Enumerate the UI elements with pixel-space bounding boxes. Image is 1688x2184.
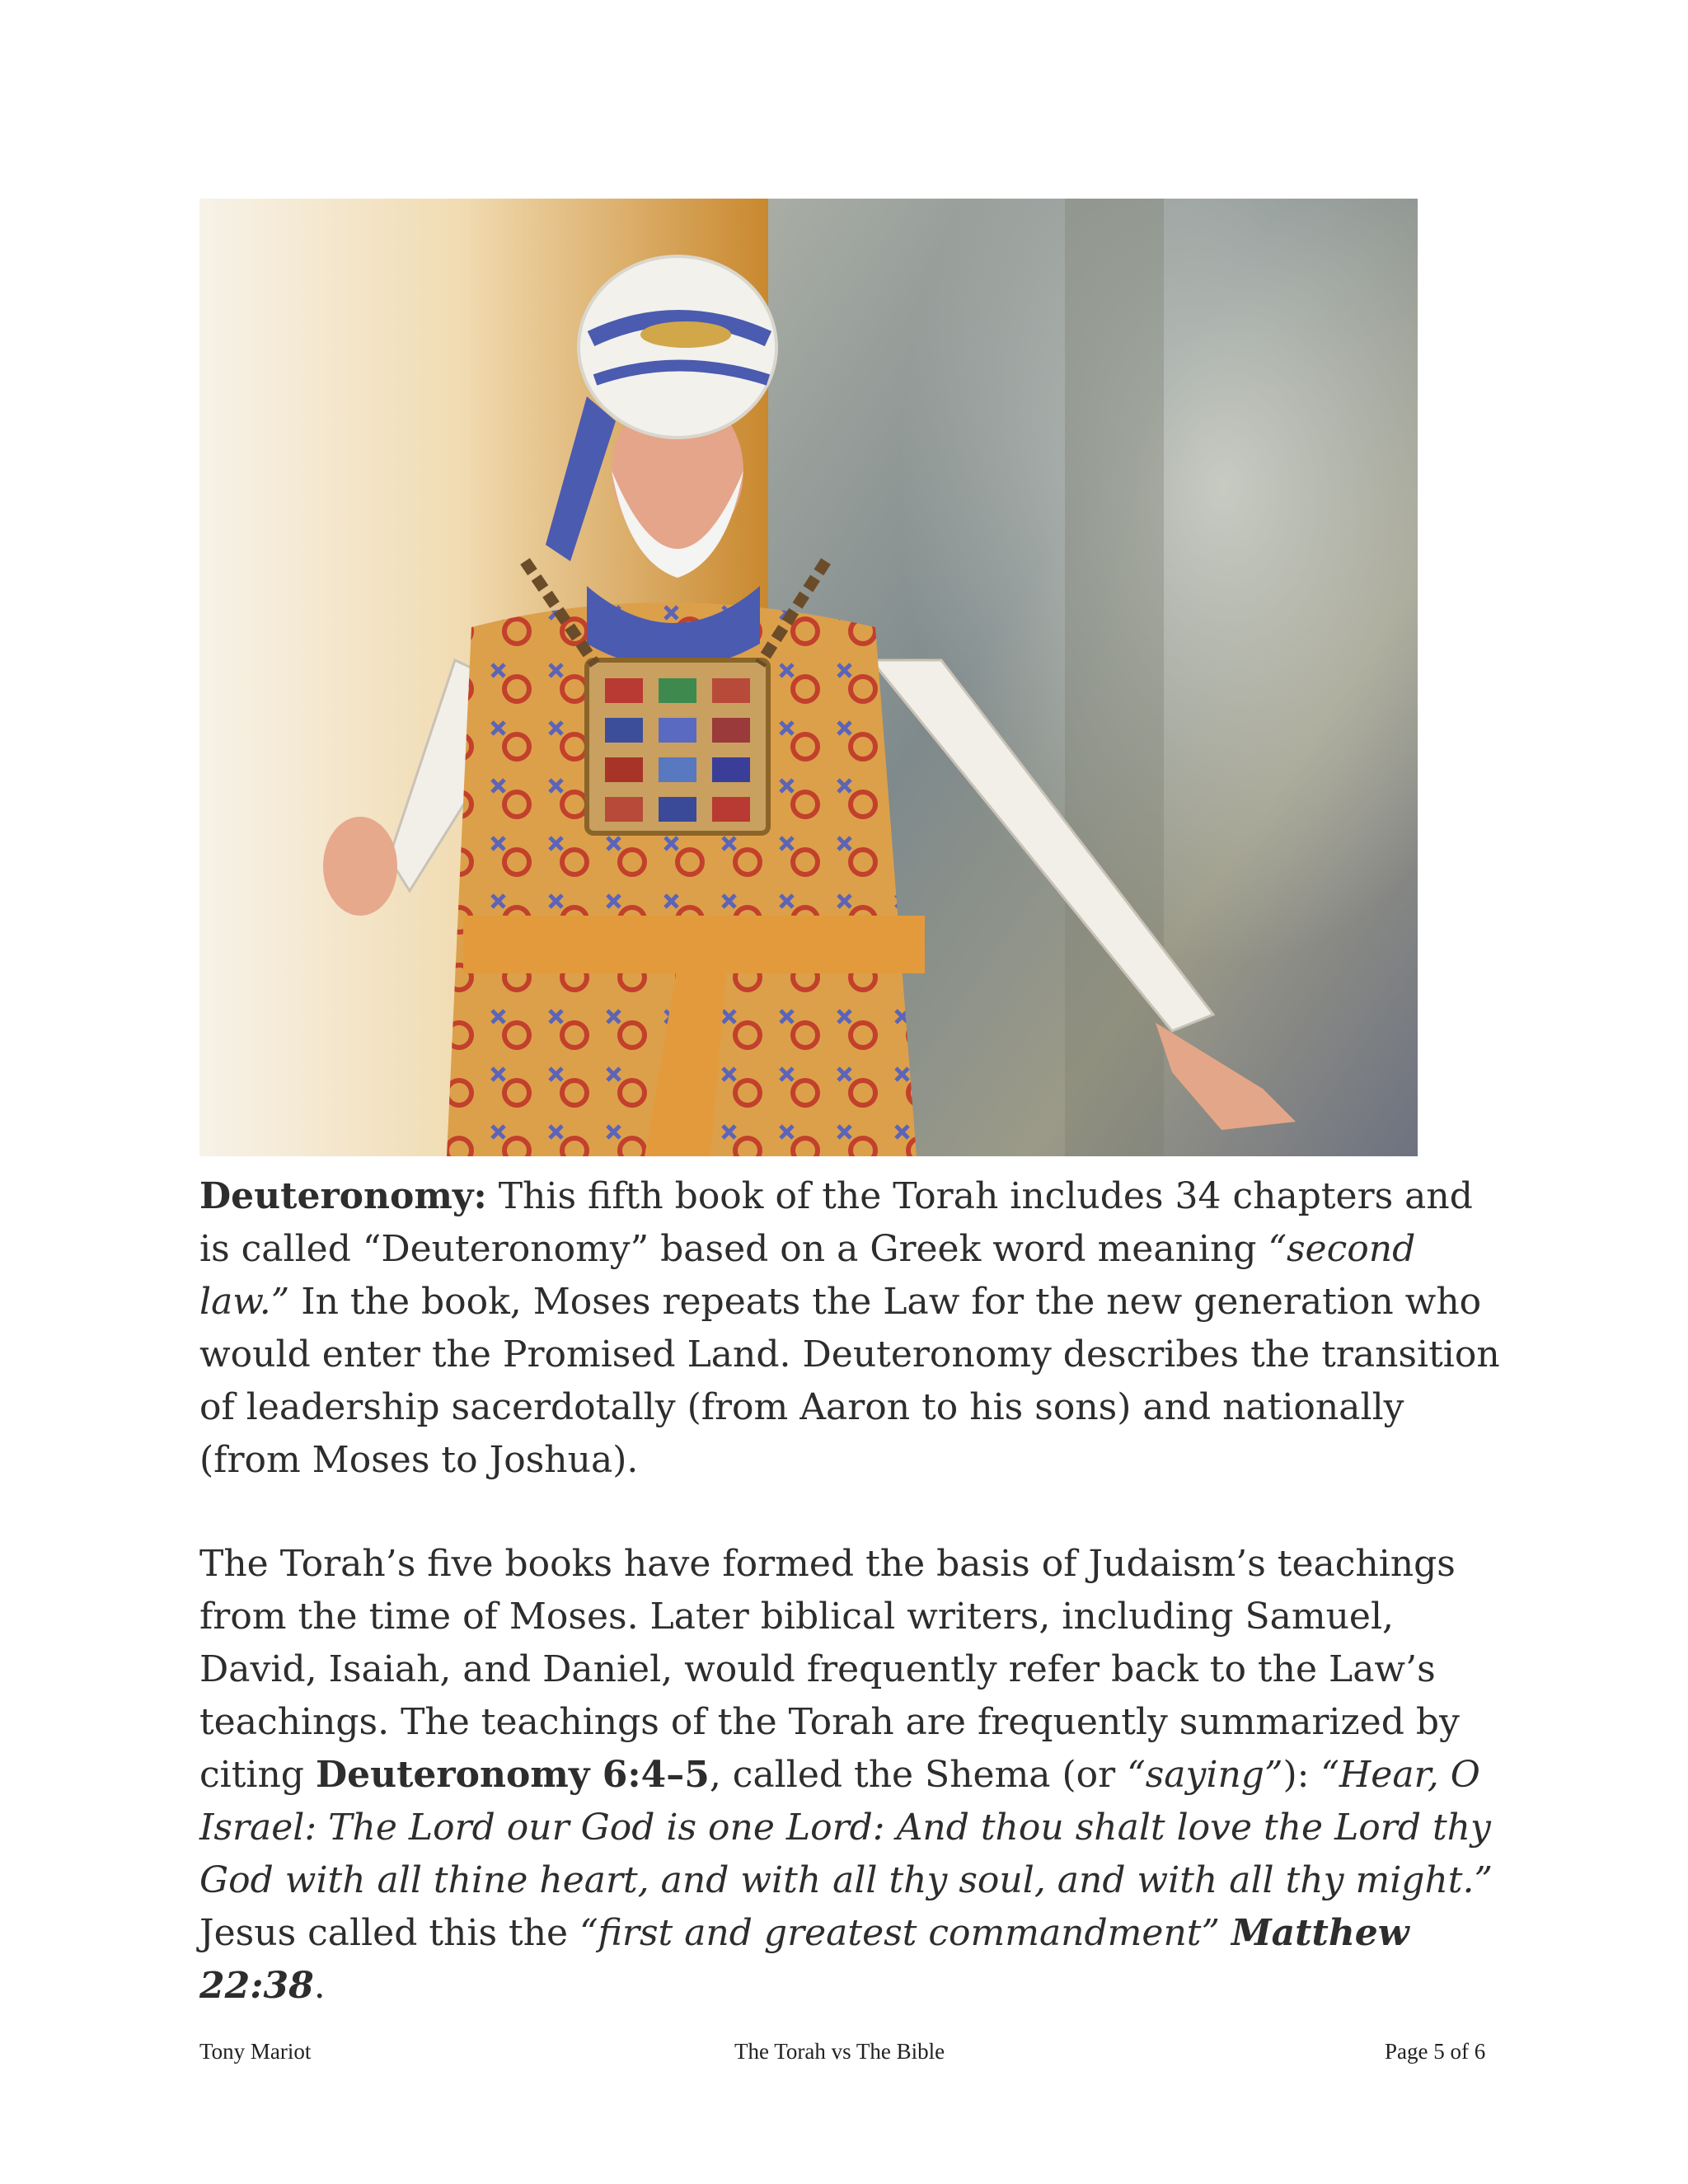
footer-author: Tony Mariot <box>199 2039 312 2064</box>
paragraph1-text-a: This fifth book of the Torah includes 34 chapters and is called “Deuteronomy” based on a Greek word meaning <box>199 1175 1473 1270</box>
shema-quote: “Hear, O Israel: The Lord our God is one Lord: And thou shalt love the Lord thy God with all thine heart, and with all thy soul, and with all thy might.” <box>199 1754 1493 1901</box>
paragraph2-text-b: , called the Shema (or <box>709 1754 1128 1796</box>
deuteronomy-paragraph <box>199 1170 1502 1487</box>
commandment-quote: “first and greatest commandment” <box>579 1912 1220 1954</box>
saying-quote: “saying” <box>1127 1754 1283 1796</box>
deuteronomy-heading: Deuteronomy: <box>199 1175 487 1217</box>
paragraph2-text-c: ): <box>1282 1754 1321 1796</box>
paragraph1-text-b: In the book, Moses repeats the Law for the new generation who would enter the Promised Land. Deuteronomy describes the transition of leadership sacerdotally (from Aaron to his sons) and nationally (from Moses to Joshua). <box>199 1281 1500 1481</box>
second-law-quote: “second law.” <box>199 1228 1416 1323</box>
paragraph2-text-f: . <box>313 1965 326 2007</box>
paragraph2-text-d: Jesus called this the <box>199 1912 580 1954</box>
paragraph2-text-a: The Torah’s five books have formed the basis of Judaism’s teachings from the time of Moses. Later biblical writers, including Samuel, David, Isaiah, and Daniel, would frequently refer back to the Law’s teachings. The teachings of the Torah are frequently summarized by citing <box>199 1543 1460 1796</box>
torah-summary-paragraph <box>199 1538 1502 2013</box>
footer-page-number: Page 5 of 6 <box>1385 2039 1486 2064</box>
high-priest-illustration <box>199 199 1418 1156</box>
footer-title: The Torah vs The Bible <box>734 2039 945 2064</box>
deuteronomy-reference: Deuteronomy 6:4–5 <box>315 1754 710 1796</box>
matthew-reference: Matthew 22:38 <box>199 1912 1409 2007</box>
paragraph2-text-e <box>1220 1912 1231 1954</box>
